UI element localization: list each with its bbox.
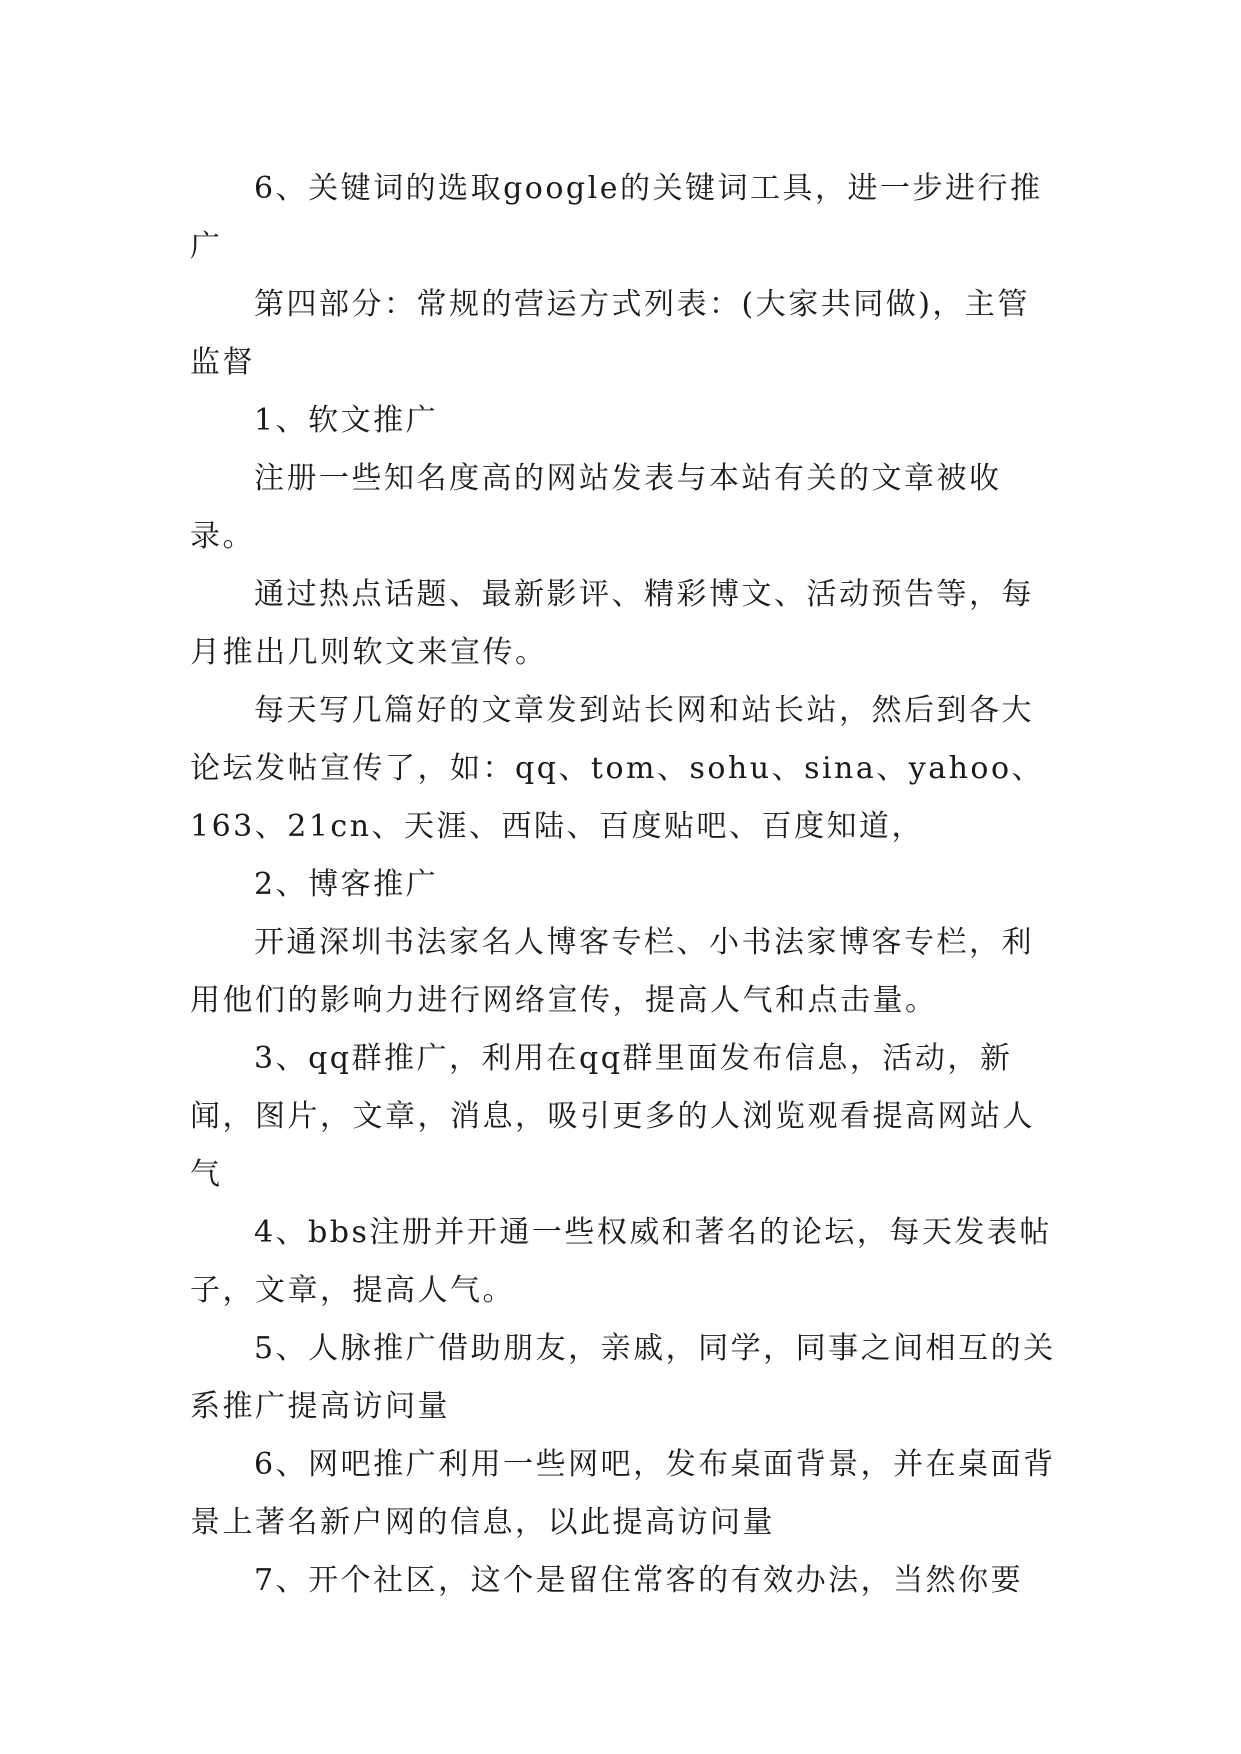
paragraph-qq-group: 3、qq群推广，利用在qq群里面发布信息，活动，新闻，图片，文章，消息，吸引更多的人浏览观看提高网站人气 [190,1041,1035,1192]
paragraph-keyword-tool: 6、关键词的选取google的关键词工具，进一步进行推广 [190,171,1043,264]
paragraph-network-contacts: 5、人脉推广借助朋友，亲戚，同学，同事之间相互的关系推广提高访问量 [190,1331,1056,1424]
paragraph-blog-columns: 开通深圳书法家名人博客专栏、小书法家博客专栏，利用他们的影响力进行网络宣传，提高人气和点击量。 [190,925,1034,1018]
paragraph-blog-heading: 2、博客推广 [254,867,439,902]
paragraph-internet-cafe: 6、网吧推广利用一些网吧，发布桌面背景，并在桌面背景上著名新户网的信息，以此提高访问量 [190,1447,1056,1540]
paragraph-register-sites: 注册一些知名度高的网站发表与本站有关的文章被收录。 [190,461,1002,554]
paragraph-hot-topics: 通过热点话题、最新影评、精彩博文、活动预告等，每月推出几则软文来宣传。 [190,577,1034,670]
paragraph-daily-articles: 每天写几篇好的文章发到站长网和站长站，然后到各大论坛发帖宣传了，如：qq、tom、sohu、sina、yahoo、163、21cn、天涯、西陆、百度贴吧、百度知道， [190,693,1045,844]
paragraph-part-four-heading: 第四部分：常规的营运方式列表：(大家共同做)，主管监督 [190,287,1030,380]
paragraph-soft-article-heading: 1、软文推广 [254,403,439,438]
paragraph-bbs: 4、bbs注册并开通一些权威和著名的论坛，每天发表帖子，文章，提高人气。 [190,1215,1052,1308]
document-body [190,160,1058,1610]
paragraph-community: 7、开个社区，这个是留住常客的有效办法，当然你要 [254,1563,1024,1598]
